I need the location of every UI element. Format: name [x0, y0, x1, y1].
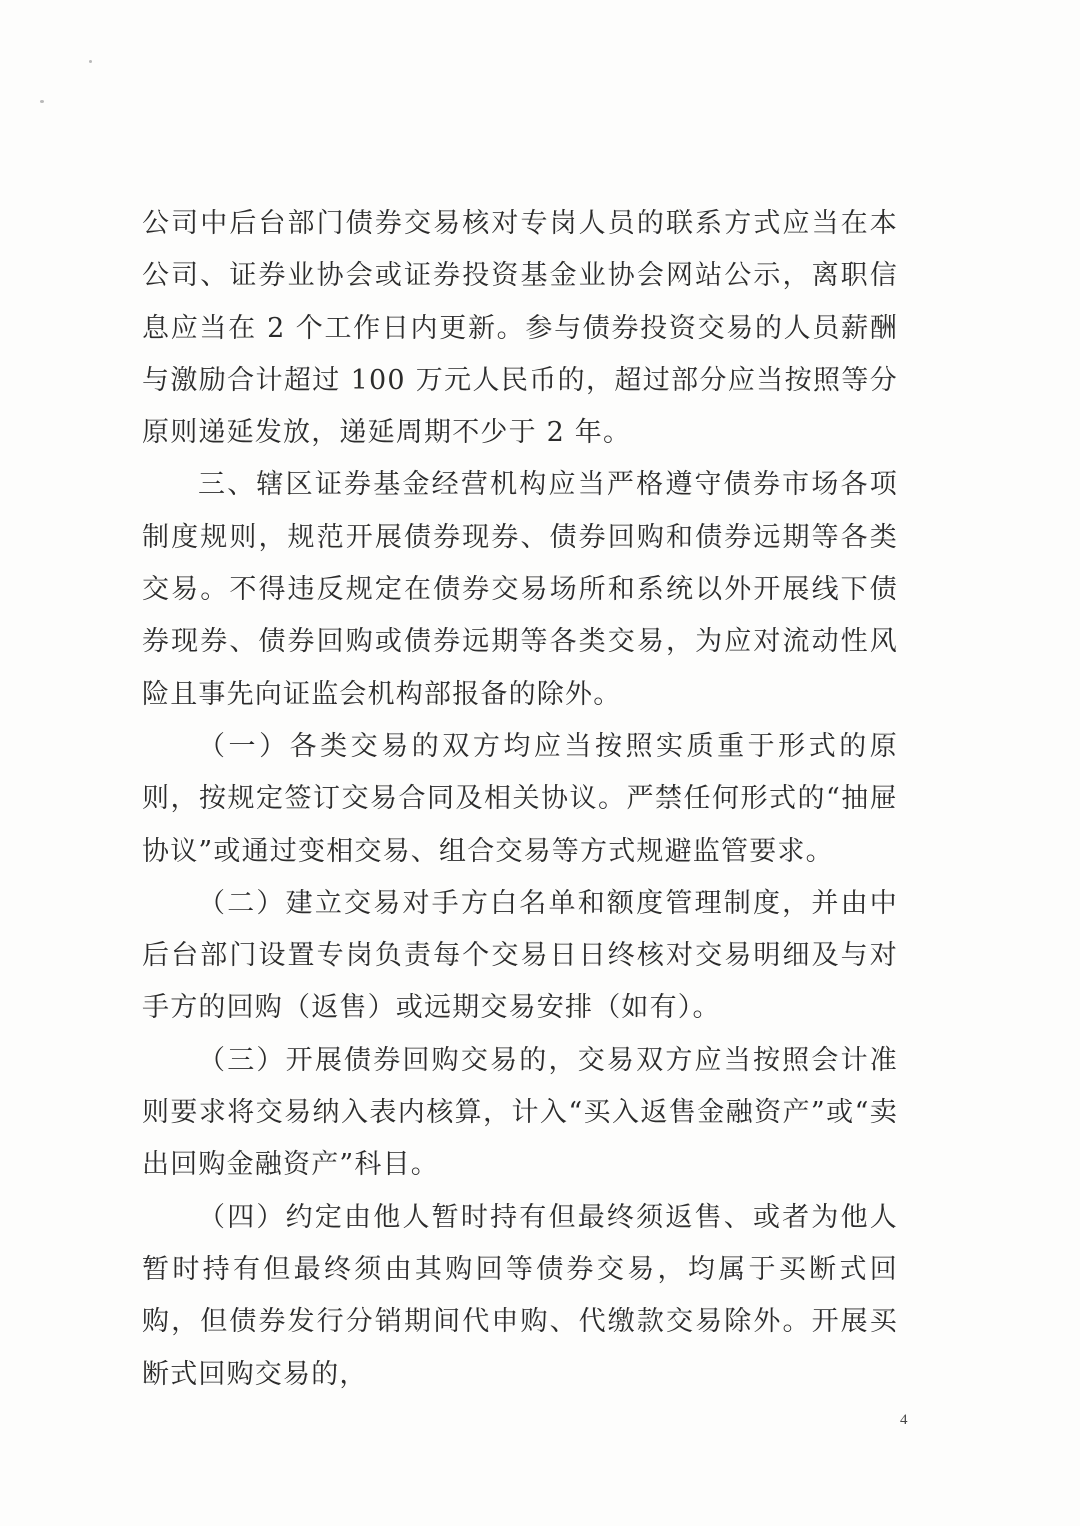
document-body: [142, 198, 898, 1401]
paragraph-item-four: （四）约定由他人暂时持有但最终须返售、或者为他人暂时持有但最终须由其购回等债券交易，均属于买断式回购，但债券发行分销期间代申购、代缴款交易除外。开展买断式回购交易的，: [142, 1201, 898, 1390]
page-number: 4: [900, 1412, 908, 1428]
paragraph-continuation: 公司中后台部门债券交易核对专岗人员的联系方式应当在本公司、证券业协会或证券投资基金业协会网站公示，离职信息应当在 2 个工作日内更新。参与债券投资交易的人员薪酬与激励合计超过 100 万元人民币的，超过部分应当按照等分原则递延发放，递延周期不少于 2 年。: [142, 208, 898, 449]
scan-speck: [89, 60, 92, 63]
scan-speck: [40, 100, 44, 103]
paragraph-item-two: （二）建立交易对手方白名单和额度管理制度，并由中后台部门设置专岗负责每个交易日日终核对交易明细及与对手方的回购（返售）或远期交易安排（如有）。: [142, 887, 898, 1024]
paragraph-item-three: （三）开展债券回购交易的，交易双方应当按照会计准则要求将交易纳入表内核算，计入“买入返售金融资产”或“卖出回购金融资产”科目。: [142, 1044, 898, 1181]
paragraph-item-one: （一）各类交易的双方均应当按照实质重于形式的原则，按规定签订交易合同及相关协议。严禁任何形式的“抽屉协议”或通过变相交易、组合交易等方式规避监管要求。: [142, 730, 898, 867]
paragraph-section-three: 三、辖区证券基金经营机构应当严格遵守债券市场各项制度规则，规范开展债券现券、债券回购和债券远期等各类交易。不得违反规定在债券交易场所和系统以外开展线下债券现券、债券回购或债券远期等各类交易，为应对流动性风险且事先向证监会机构部报备的除外。: [142, 469, 898, 710]
